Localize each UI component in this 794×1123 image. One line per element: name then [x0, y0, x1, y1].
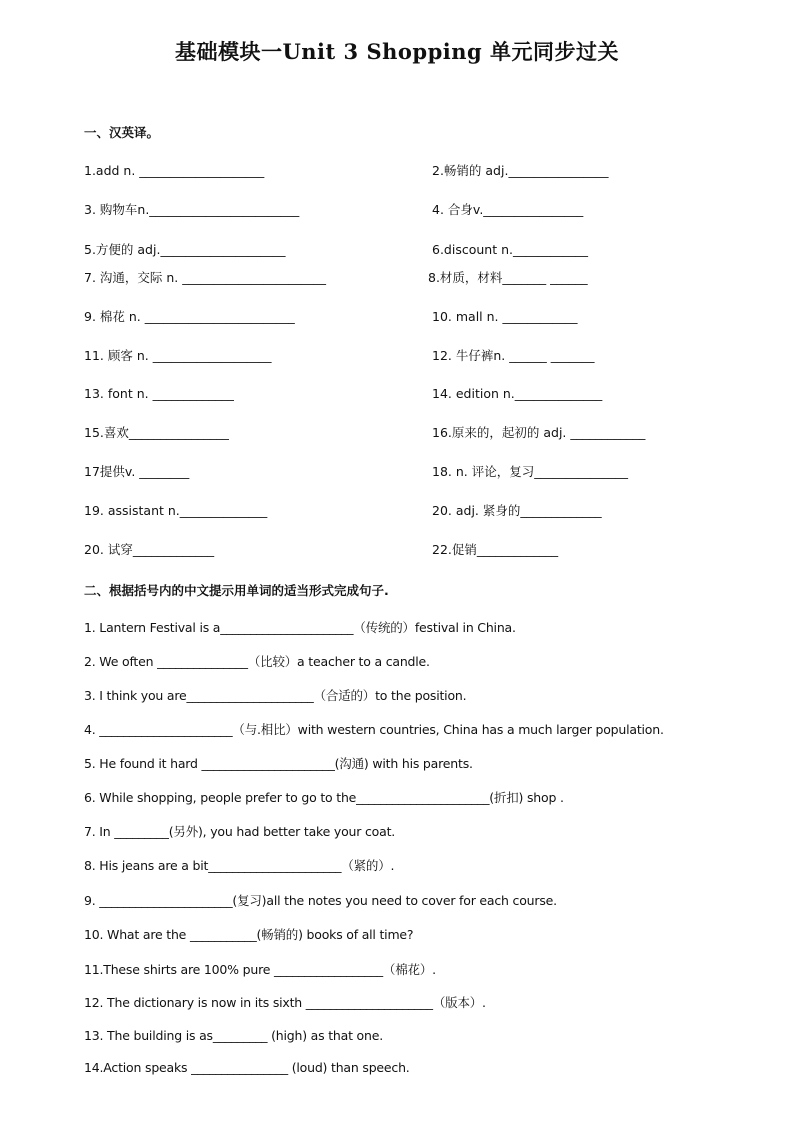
sentence-6: 6. While shopping, people prefer to go to the______________________(折扣) shop . — [84, 790, 564, 805]
vocab-item-7: 7. 沟通，交际 n. _______________________ — [84, 270, 326, 285]
section-2-heading: 二、根据括号内的中文提示用单词的适当形式完成句子. — [84, 583, 389, 598]
vocab-item-16: 16.原来的，起初的 adj. ____________ — [432, 425, 646, 440]
vocab-item-1: 1.add n. ____________________ — [84, 163, 265, 178]
vocab-item-2: 2.畅销的 adj.________________ — [432, 163, 609, 178]
sentence-14: 14.Action speaks ________________ (loud) than speech. — [84, 1060, 410, 1075]
sentence-7: 7. In _________(另外), you had better take your coat. — [84, 824, 396, 839]
sentence-11: 11.These shirts are 100% pure __________________（棉花）. — [84, 962, 436, 977]
sentence-10: 10. What are the ___________(畅销的) books of all time? — [84, 927, 414, 942]
vocab-item-12: 12. 牛仔裤n. ______ _______ — [432, 348, 595, 363]
section-1-heading: 一、汉英译。 — [84, 125, 160, 140]
vocab-item-4: 4. 合身v.________________ — [432, 202, 584, 217]
vocab-item-20: 20. adj. 紧身的_____________ — [432, 503, 602, 518]
sentence-3: 3. I think you are_____________________（合适的）to the position. — [84, 688, 467, 703]
sentence-4: 4. ______________________（与.相比）with western countries, China has a much larger population. — [84, 722, 664, 737]
vocab-item-5: 5.方便的 adj.____________________ — [84, 242, 286, 257]
vocab-item-21: 20. 试穿_____________ — [84, 542, 215, 557]
sentence-12: 12. The dictionary is now in its sixth _____________________（版本）. — [84, 995, 486, 1010]
vocab-item-13: 13. font n. _____________ — [84, 386, 234, 401]
sentence-1: 1. Lantern Festival is a______________________（传统的）festival in China. — [84, 620, 516, 635]
vocab-item-10: 10. mall n. ____________ — [432, 309, 578, 324]
vocab-item-17: 17提供v. ________ — [84, 464, 190, 479]
sentence-2: 2. We often _______________（比较）a teacher to a candle. — [84, 654, 430, 669]
sentence-8: 8. His jeans are a bit______________________（紧的）. — [84, 858, 395, 873]
vocab-item-18: 18. n. 评论，复习_______________ — [432, 464, 628, 479]
vocab-item-22: 22.促销_____________ — [432, 542, 559, 557]
sentence-13: 13. The building is as_________ (high) as that one. — [84, 1028, 383, 1043]
vocab-item-8: 8.材质，材料_______ ______ — [428, 270, 588, 285]
page-title: 基础模块一Unit 3 Shopping 单元同步过关 — [174, 39, 620, 64]
vocab-item-19: 19. assistant n.______________ — [84, 503, 268, 518]
vocab-item-3: 3. 购物车n.________________________ — [84, 202, 300, 217]
vocab-item-15: 15.喜欢________________ — [84, 425, 229, 440]
vocab-item-6: 6.discount n.____________ — [432, 242, 588, 257]
vocab-item-9: 9. 棉花 n. ________________________ — [84, 309, 295, 324]
sentence-9: 9. ______________________(复习)all the notes you need to cover for each course. — [84, 893, 557, 908]
vocab-item-11: 11. 顾客 n. ___________________ — [84, 348, 272, 363]
vocab-item-14: 14. edition n.______________ — [432, 386, 603, 401]
sentence-5: 5. He found it hard ______________________(沟通) with his parents. — [84, 756, 473, 771]
